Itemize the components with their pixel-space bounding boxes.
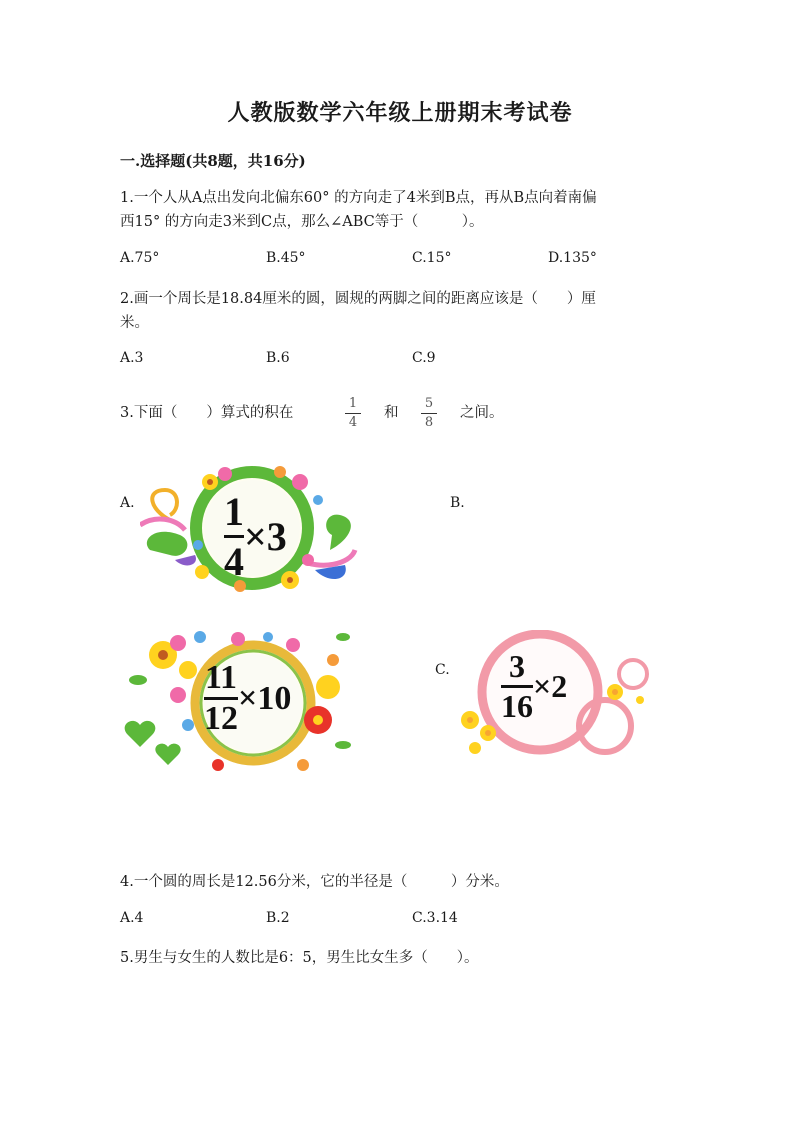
expression-a bbox=[224, 488, 287, 585]
expr-b-denominator: 12 bbox=[204, 700, 238, 737]
q1-option-a[interactable]: A.75° bbox=[120, 250, 160, 266]
fraction-one-quarter bbox=[345, 396, 361, 431]
question-1-line-1: 1.一个人从A点出发向北偏东60° 的方向走了4米到B点，再从B点向着南偏 bbox=[120, 190, 597, 206]
fraction-1-numerator: 1 bbox=[348, 396, 358, 411]
question-1-line-2: 西15° 的方向走3米到C点，那么∠ABC等于（ ）。 bbox=[120, 214, 484, 230]
expr-c-denominator: 16 bbox=[501, 688, 533, 724]
option-a-wreath-image[interactable] bbox=[140, 460, 360, 595]
q3-option-c-label[interactable]: C. bbox=[435, 662, 450, 678]
q1-option-c[interactable]: C.15° bbox=[412, 250, 452, 266]
q4-option-b[interactable]: B.2 bbox=[266, 910, 290, 926]
expr-a-numerator: 1 bbox=[224, 489, 244, 534]
q1-option-d[interactable]: D.135° bbox=[548, 250, 597, 266]
expr-a-denominator: 4 bbox=[224, 539, 244, 584]
q4-option-a[interactable]: A.4 bbox=[120, 910, 144, 926]
expr-b-operator: ×10 bbox=[238, 679, 292, 717]
question-5: 5.男生与女生的人数比是6：5，男生比女生多（ ）。 bbox=[120, 950, 479, 966]
q3-option-a-label[interactable]: A. bbox=[120, 495, 135, 511]
section-heading: 一.选择题(共8题，共16分) bbox=[120, 152, 306, 170]
expr-a-operator: ×3 bbox=[244, 514, 287, 559]
q2-option-a[interactable]: A.3 bbox=[120, 350, 144, 366]
question-3-suffix: 之间。 bbox=[460, 405, 504, 421]
expr-c-numerator: 3 bbox=[509, 648, 525, 684]
fraction-1-denominator: 4 bbox=[348, 415, 358, 430]
fraction-five-eighths bbox=[421, 396, 437, 431]
expr-c-operator: ×2 bbox=[533, 668, 568, 704]
page-title: 人教版数学六年级上册期末考试卷 bbox=[227, 100, 573, 126]
option-b-wreath-image[interactable] bbox=[118, 625, 353, 775]
question-2-line-1: 2.画一个周长是18.84厘米的圆，圆规的两脚之间的距离应该是（ ）厘 bbox=[120, 291, 596, 307]
expression-c bbox=[501, 648, 567, 725]
q1-option-b[interactable]: B.45° bbox=[266, 250, 306, 266]
q2-option-b[interactable]: B.6 bbox=[266, 350, 290, 366]
fraction-2-numerator: 5 bbox=[424, 396, 434, 411]
question-1 bbox=[120, 186, 680, 234]
question-3-prefix: 3.下面（ ）算式的积在 bbox=[120, 405, 294, 421]
question-4: 4.一个圆的周长是12.56分米，它的半径是（ ）分米。 bbox=[120, 874, 509, 890]
expr-b-numerator: 11 bbox=[204, 659, 238, 696]
question-2-line-2: 米。 bbox=[120, 315, 149, 331]
q2-option-c[interactable]: C.9 bbox=[412, 350, 436, 366]
question-3-and: 和 bbox=[384, 405, 399, 421]
question-2 bbox=[120, 287, 680, 335]
q4-option-c[interactable]: C.3.14 bbox=[412, 910, 458, 926]
expression-b bbox=[204, 659, 291, 738]
option-c-ring-image[interactable] bbox=[455, 630, 655, 760]
q3-option-b-label[interactable]: B. bbox=[450, 495, 465, 511]
fraction-2-denominator: 8 bbox=[424, 415, 434, 430]
